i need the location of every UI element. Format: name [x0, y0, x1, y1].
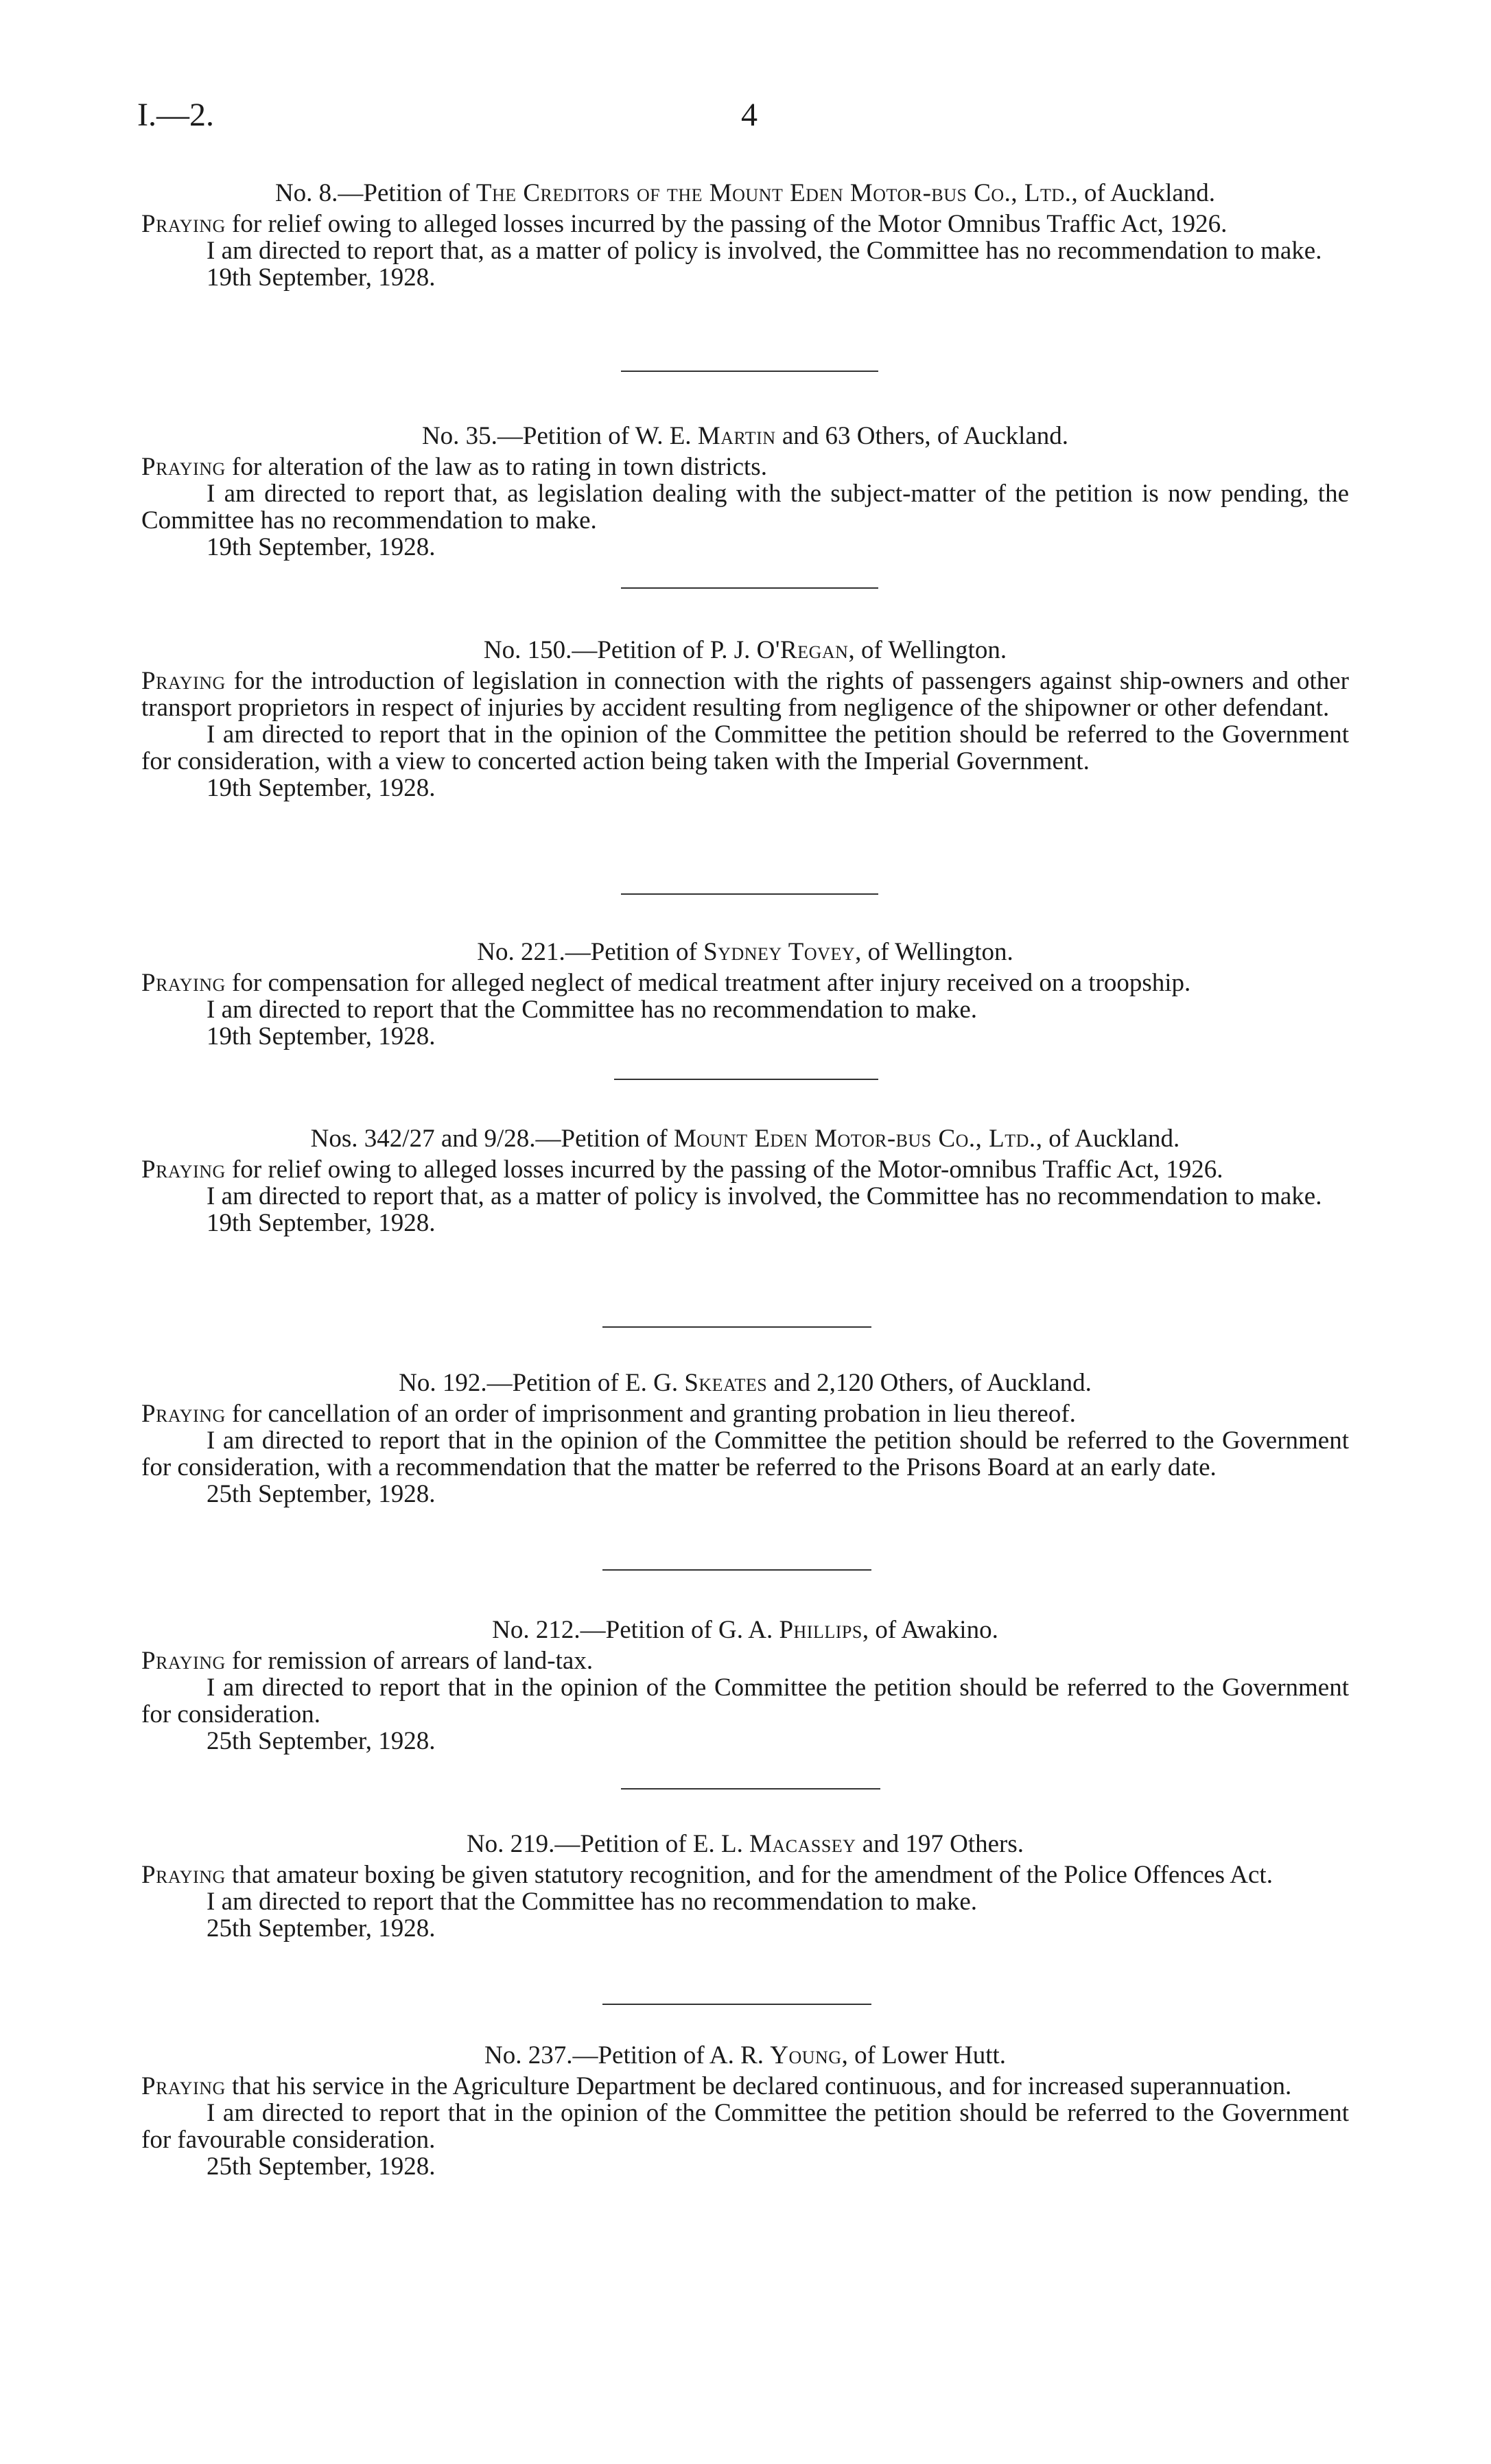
petition-title: No. 221.—Petition of Sydney Tovey, of Wellington.	[477, 938, 1013, 966]
report-date: 25th September, 1928.	[207, 1727, 436, 1755]
petition-entry	[141, 1831, 1349, 1942]
petition-prayer: Praying for cancellation of an order of imprisonment and granting probation in lieu thereof.	[141, 1400, 1076, 1428]
page-header	[137, 96, 1345, 151]
petition-prayer: Praying for remission of arrears of land-tax.	[141, 1647, 594, 1675]
petition-entry	[141, 939, 1349, 1050]
petition-entry	[141, 180, 1349, 291]
petition-entry	[141, 637, 1349, 801]
petition-title: No. 8.—Petition of The Creditors of the Mount Eden Motor-bus Co., Ltd., of Auckland.	[274, 179, 1216, 207]
section-divider	[621, 371, 878, 372]
committee-report: I am directed to report that, as a matter of policy is involved, the Committee has no recommendation to make.	[207, 237, 1322, 265]
committee-report: I am directed to report that, as legislation dealing with the subject-matter of the petition is now pending, the Committee has no recommendation to make.	[141, 480, 1349, 535]
section-divider	[621, 587, 878, 589]
petition-entry	[141, 1125, 1349, 1236]
section-divider	[621, 893, 878, 895]
report-date: 19th September, 1928.	[207, 774, 436, 802]
report-date: 19th September, 1928.	[207, 1022, 436, 1051]
committee-report: I am directed to report that, as a matter of policy is involved, the Committee has no recommendation to make.	[207, 1182, 1322, 1210]
section-divider	[614, 1079, 878, 1080]
committee-report: I am directed to report that in the opinion of the Committee the petition should be referred to the Government for consideration, with a view to concerted action being taken with the Imperial Government.	[141, 720, 1349, 775]
petition-entry	[141, 1370, 1349, 1507]
report-date: 19th September, 1928.	[207, 263, 436, 292]
report-date: 25th September, 1928.	[207, 2152, 436, 2181]
committee-report: I am directed to report that the Committee has no recommendation to make.	[207, 1888, 978, 1916]
petition-prayer: Praying for relief owing to alleged losses incurred by the passing of the Motor-omnibus Traffic Act, 1926.	[141, 1155, 1223, 1184]
report-date: 25th September, 1928.	[207, 1480, 436, 1508]
petition-title: No. 237.—Petition of A. R. Young, of Lower Hutt.	[484, 2041, 1007, 2069]
section-divider	[621, 1788, 880, 1790]
petition-title: No. 212.—Petition of G. A. Phillips, of Awakino.	[492, 1616, 998, 1644]
petition-entry	[141, 1617, 1349, 1755]
petition-prayer: Praying for relief owing to alleged losses incurred by the passing of the Motor Omnibus Traffic Act, 1926.	[141, 210, 1228, 238]
petition-prayer: Praying for compensation for alleged neglect of medical treatment after injury received on a troopship.	[141, 969, 1191, 997]
section-divider	[602, 1326, 871, 1328]
petition-entry	[141, 2042, 1349, 2180]
petition-prayer: Praying that amateur boxing be given statutory recognition, and for the amendment of the Police Offences Act.	[141, 1861, 1273, 1889]
petition-title: No. 192.—Petition of E. G. Skeates and 2,120 Others, of Auckland.	[399, 1369, 1092, 1397]
section-divider	[602, 2004, 871, 2005]
petition-prayer: Praying for the introduction of legislation in connection with the rights of passengers against ship-owners and other transport proprietors in respect of injuries by accident resulting from negligence of the shipowner or other defendant.	[141, 667, 1349, 722]
committee-report: I am directed to report that in the opinion of the Committee the petition should be referred to the Government for consideration, with a recommendation that the matter be referred to the Prisons Board at an early date.	[141, 1427, 1349, 1481]
report-date: 25th September, 1928.	[207, 1914, 436, 1943]
report-date: 19th September, 1928.	[207, 1209, 436, 1237]
petition-prayer: Praying that his service in the Agriculture Department be declared continuous, and for increased superannuation.	[141, 2072, 1292, 2100]
petition-title: No. 219.—Petition of E. L. Macassey and 197 Others.	[466, 1830, 1024, 1858]
petition-entry	[141, 423, 1349, 561]
committee-report: I am directed to report that in the opinion of the Committee the petition should be referred to the Government for favourable consideration.	[141, 2099, 1349, 2154]
petition-title: Nos. 342/27 and 9/28.—Petition of Mount Eden Motor-bus Co., Ltd., of Auckland.	[310, 1125, 1180, 1153]
petition-title: No. 150.—Petition of P. J. O'Regan, of Wellington.	[483, 636, 1007, 664]
petition-title: No. 35.—Petition of W. E. Martin and 63 Others, of Auckland.	[421, 422, 1069, 450]
document-reference: I.—2.	[137, 97, 214, 133]
committee-report: I am directed to report that the Committee has no recommendation to make.	[207, 996, 978, 1024]
section-divider	[602, 1569, 871, 1571]
petition-prayer: Praying for alteration of the law as to rating in town districts.	[141, 453, 767, 481]
page-number: 4	[741, 97, 758, 133]
committee-report: I am directed to report that in the opinion of the Committee the petition should be referred to the Government for consideration.	[141, 1674, 1349, 1728]
report-date: 19th September, 1928.	[207, 533, 436, 561]
